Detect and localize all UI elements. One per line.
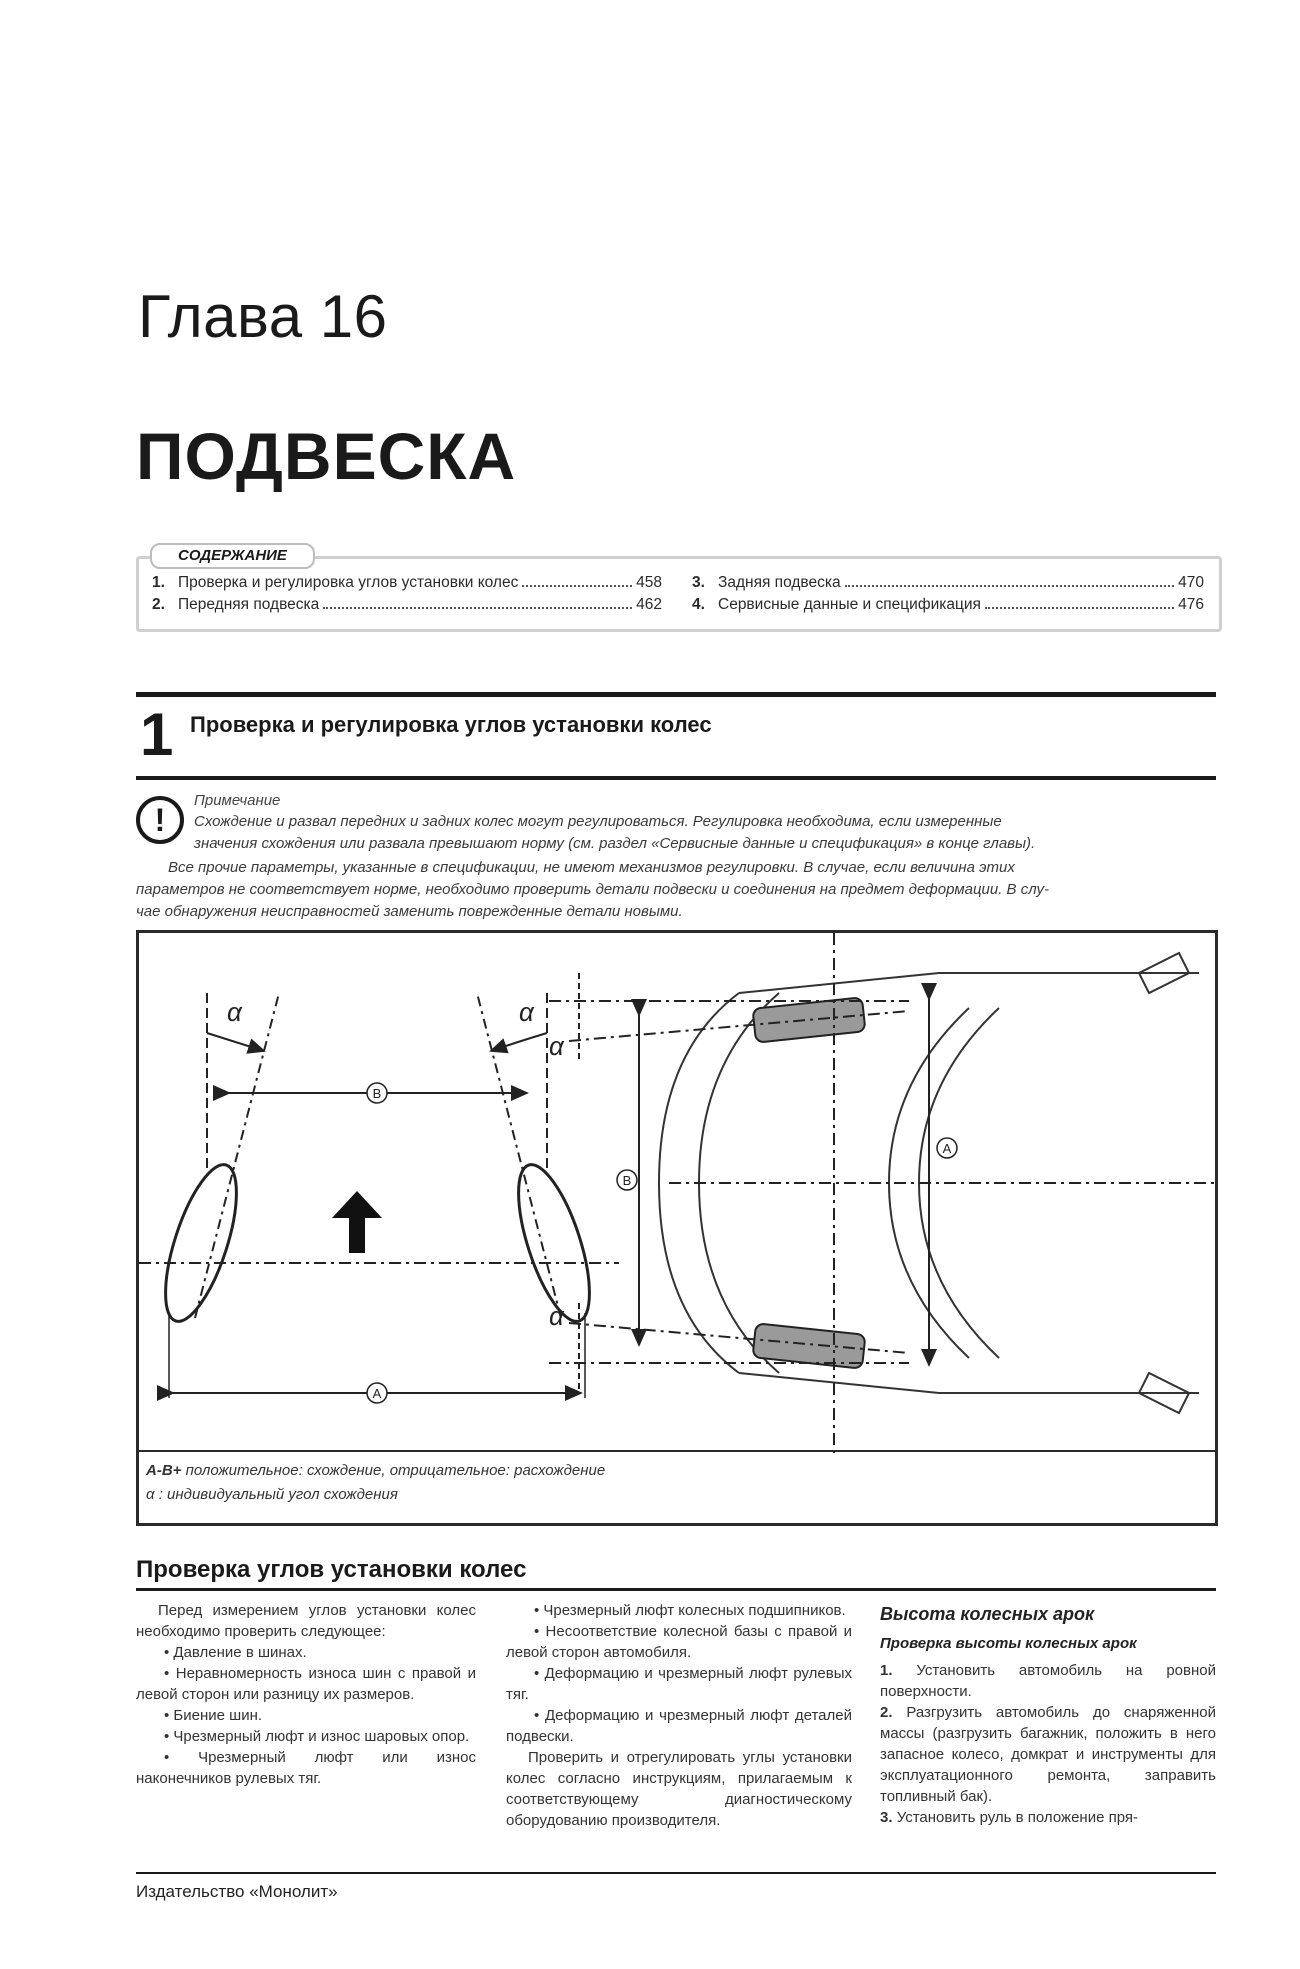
note-line: Схождение и развал передних и задних колес могут регулироваться. Регулировка необходима, если измеренные bbox=[194, 813, 1002, 830]
toc-heading: СОДЕРЖАНИЕ bbox=[150, 543, 315, 569]
toc-item[interactable]: 3. Задняя подвеска 470 bbox=[692, 574, 1204, 591]
text-column-2 bbox=[506, 1600, 852, 1831]
list-item: • Биение шин. bbox=[164, 1707, 263, 1724]
toc-item[interactable]: 1. Проверка и регулировка углов установки колес 458 bbox=[152, 574, 662, 591]
note-line: значения схождения или развала превышают норму (см. раздел «Сервисные данные и спецификация» в конце главы). bbox=[194, 835, 1036, 852]
alignment-diagram bbox=[139, 933, 1215, 1453]
alpha-label: α bbox=[549, 1031, 564, 1061]
column-heading: Высота колесных арок bbox=[880, 1604, 1095, 1624]
paragraph: Перед измерением углов установки колес необходимо проверить следующее: bbox=[136, 1602, 476, 1640]
wheel-alignment-figure bbox=[136, 930, 1218, 1526]
paragraph: Проверить и отрегулировать углы установки колес согласно инструкциям, прилагаемым к соответствующему диагностическому оборудованию производителя. bbox=[506, 1749, 852, 1829]
section-rule-top bbox=[136, 692, 1216, 697]
footer-rule bbox=[136, 1872, 1216, 1874]
left-wheel bbox=[151, 1157, 251, 1329]
figure-caption-divider bbox=[136, 1450, 1215, 1452]
front-left-wheel bbox=[753, 997, 866, 1042]
list-item: • Несоответствие колесной базы с правой и левой сторон автомобиля. bbox=[506, 1623, 852, 1661]
front-right-wheel bbox=[753, 1323, 866, 1368]
text-column-3 bbox=[880, 1604, 1216, 1828]
note-line: чае обнаружения неисправностей заменить поврежденные детали новыми. bbox=[136, 903, 683, 920]
list-item: • Чрезмерный люфт колесных подшипников. bbox=[534, 1602, 846, 1619]
list-item: • Деформацию и чрезмерный люфт рулевых тяг. bbox=[506, 1665, 853, 1703]
column-subheading: Проверка высоты колесных арок bbox=[880, 1635, 1137, 1652]
section-number: 1 bbox=[140, 701, 174, 768]
alpha-label: α bbox=[549, 1301, 564, 1331]
toc-item[interactable]: 4. Сервисные данные и спецификация 476 bbox=[692, 596, 1204, 613]
list-item: • Чрезмерный люфт и износ шаровых опор. bbox=[164, 1728, 470, 1745]
toc-item[interactable]: 2. Передняя подвеска 462 bbox=[152, 596, 662, 613]
list-item: • Давление в шинах. bbox=[164, 1644, 307, 1661]
figure-caption-line: α : индивидуальный угол схождения bbox=[146, 1486, 398, 1503]
label-a: A bbox=[372, 1386, 382, 1401]
step: 3. Установить руль в положение пря- bbox=[880, 1809, 1138, 1826]
section-rule-bottom bbox=[136, 776, 1216, 780]
figure-caption-line: A-B+ положительное: схождение, отрицательное: расхождение bbox=[146, 1462, 606, 1479]
alpha-arc bbox=[491, 1033, 547, 1051]
subsection-rule bbox=[136, 1588, 1216, 1591]
list-item: • Чрезмерный люфт или износ наконечников рулевых тяг. bbox=[136, 1749, 476, 1787]
alpha-label: α bbox=[227, 997, 242, 1027]
subsection-title: Проверка углов установки колес bbox=[136, 1556, 527, 1583]
note-line: параметров не соответствует норме, необходимо проверить детали подвески и соединения на предмет деформации. В слу- bbox=[136, 881, 1050, 898]
warning-icon: ! bbox=[136, 796, 184, 844]
note-label: Примечание bbox=[194, 792, 281, 809]
label-b: B bbox=[372, 1086, 382, 1101]
text-column-1 bbox=[136, 1600, 476, 1789]
section-title: Проверка и регулировка углов установки колес bbox=[190, 712, 712, 737]
list-item: • Неравномерность износа шин с правой и левой сторон или разницу их размеров. bbox=[136, 1665, 476, 1703]
publisher-footer: Издательство «Монолит» bbox=[136, 1882, 338, 1901]
label-a: A bbox=[942, 1141, 952, 1156]
chapter-title: ПОДВЕСКА bbox=[136, 419, 517, 493]
list-item: • Деформацию и чрезмерный люфт деталей подвески. bbox=[506, 1707, 853, 1745]
chapter-label: Глава 16 bbox=[138, 283, 388, 350]
note-line: Все прочие параметры, указанные в спецификации, не имеют механизмов регулировки. В случае, если величина этих bbox=[168, 859, 1015, 876]
step: 1. Установить автомобиль на ровной поверхности. bbox=[880, 1662, 1216, 1700]
step: 2. Разгрузить автомобиль до снаряженной массы (разгрузить багажник, положить в него запасное колесо, домкрат и инструменты для эксплуатационного ремонта, заправить топливный бак). bbox=[880, 1704, 1216, 1805]
forward-arrow-icon bbox=[332, 1191, 382, 1253]
label-b: B bbox=[622, 1173, 632, 1188]
alpha-label: α bbox=[519, 997, 534, 1027]
alpha-arc bbox=[207, 1033, 264, 1051]
